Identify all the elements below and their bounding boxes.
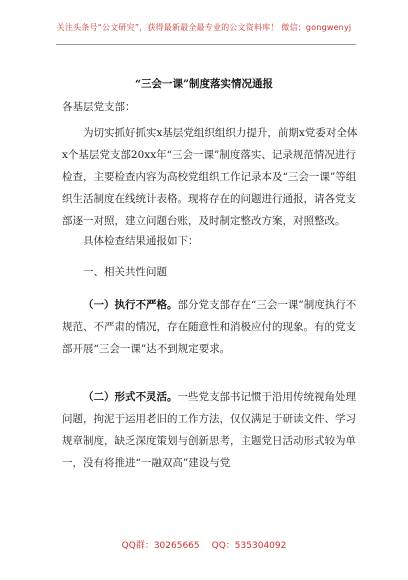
- footer-qq: QQ：535304092: [211, 541, 287, 551]
- item-1-paragraph: [62, 294, 362, 360]
- item-1-lead: （一）执行不严格。: [83, 299, 178, 311]
- paragraph-1: 为切实抓好抓实x基层党组织组织力提升，前期x党委对全体x个基层党支部20xx年“三会一课”制度落实、记录规范情况进行检查，主要检查内容为高校党组织工作记录本及“三会一课”等组织生活制度在线统计表格。现将存在的问题进行通报，请各党支部逐一对照，建立问题台账，及时制定整改方案，对照整改。: [62, 127, 358, 227]
- results-intro: 具体检查结果通报如下：: [83, 235, 199, 247]
- footer-contact: [0, 538, 408, 551]
- document-title: “三会一课”制度落实情况通报: [134, 78, 274, 90]
- item-1-text: 部分党支部存在“三会一课”制度执行不规范、不严肃的情况，存在随意性和消极应付的现象。有的党支部开展“三会一课”达不到规定要求。: [62, 299, 357, 355]
- item-2-lead: （二）形式不灵活。: [83, 391, 178, 403]
- header-divider: [56, 44, 356, 45]
- item-2-text: 一些党支部书记惯于沿用传统视角处理问题，拘泥于运用老旧的工作方法，仅仅满足于研读文件、学习规章制度，缺乏深度策划与创新思考，主题党日活动形式较为单一，没有将推进“一融双高”建设与党: [62, 391, 356, 469]
- section-1-heading: 一、相关共性问题: [83, 266, 167, 278]
- salutation: 各基层党支部：: [62, 101, 136, 113]
- item-2-paragraph: [62, 386, 362, 474]
- header-banner: 关注头条号“公文研究”，获得最新最全最专业的公文资料库！ 微信：gongwenyj: [56, 23, 352, 32]
- footer-qq-group: QQ群：30265665: [121, 541, 200, 551]
